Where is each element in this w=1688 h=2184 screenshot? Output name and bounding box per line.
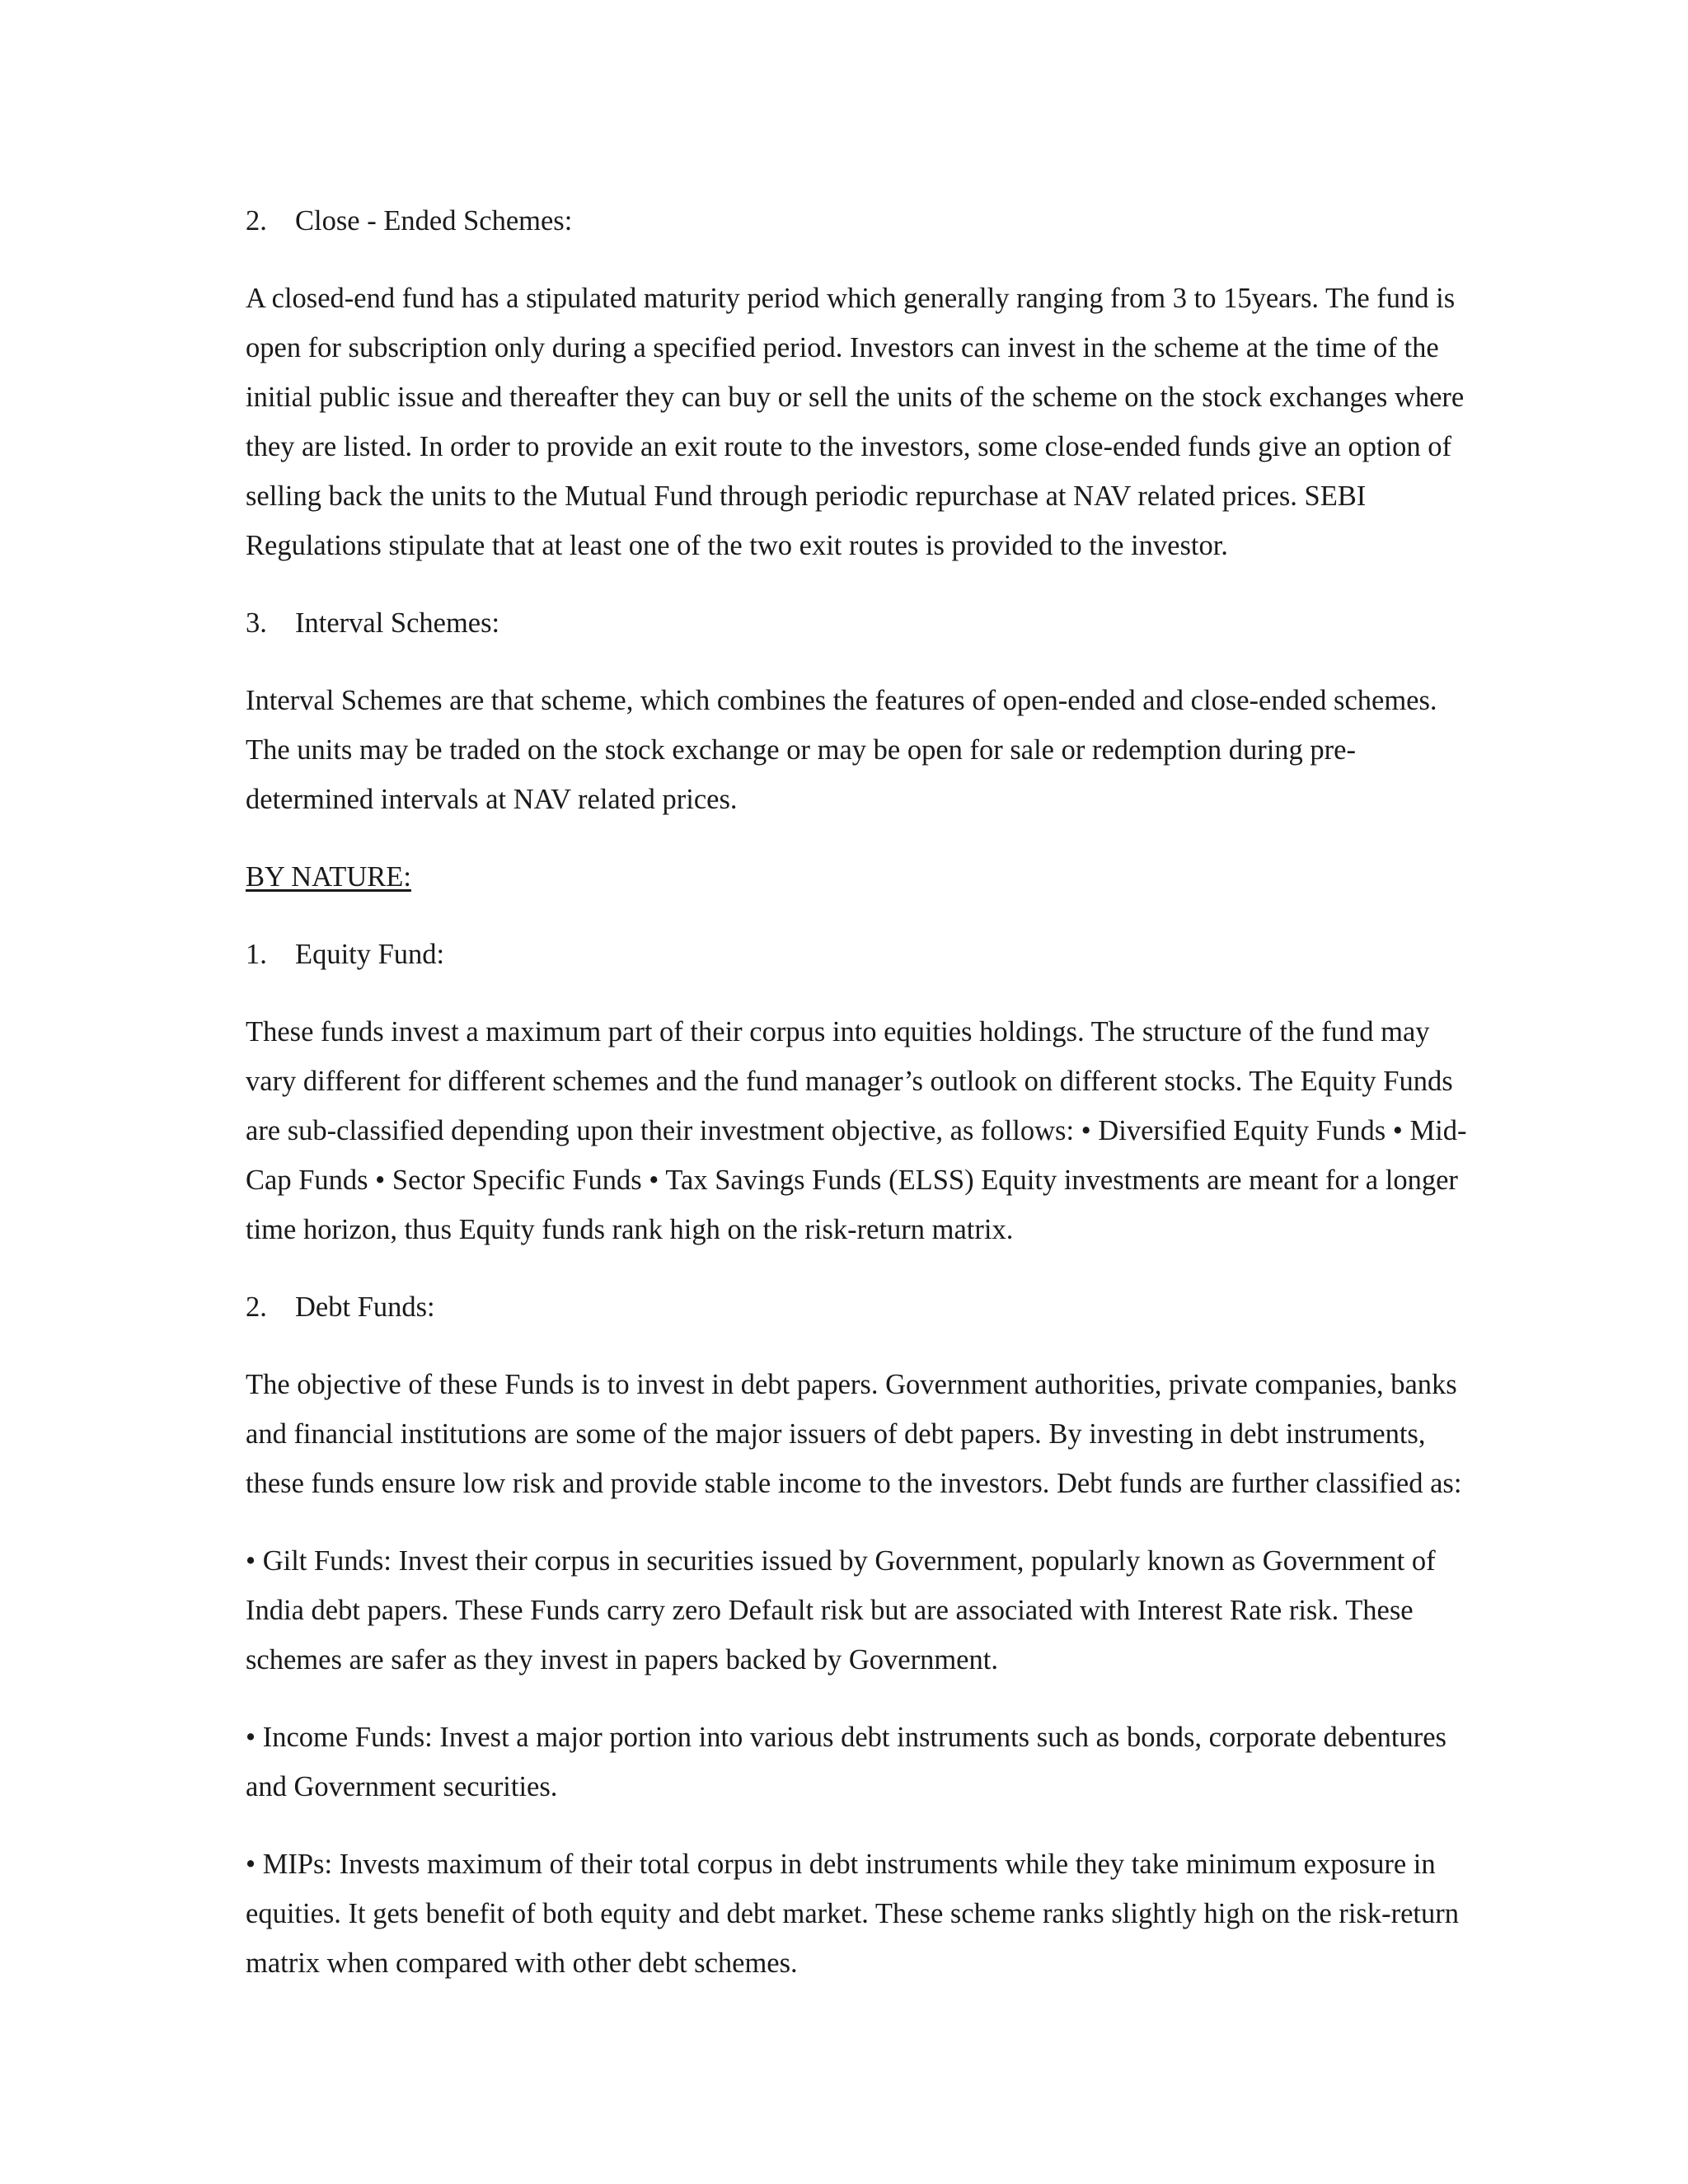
- mips-paragraph: • MIPs: Invests maximum of their total corpus in debt instruments while they take minimum exposure in equities. It gets benefit of both equity and debt market. These scheme ranks slightly high on the risk-return matrix when compared with other debt schemes.: [246, 1849, 1459, 1979]
- close-ended-heading: [246, 196, 1474, 246]
- document-content: [246, 196, 1474, 2016]
- interval-number: 3.: [246, 607, 267, 639]
- interval-title: Interval Schemes:: [295, 607, 500, 639]
- debt-title: Debt Funds:: [295, 1291, 435, 1323]
- close-ended-number: 2.: [246, 205, 267, 237]
- interval-heading: [246, 598, 1474, 648]
- equity-paragraph: These funds invest a maximum part of their corpus into equities holdings. The structure of the fund may vary different for different schemes and the fund manager’s outlook on different stocks. The Equity Funds are sub-classified depending upon their investment objective, as follows: • Diversified Equity Funds • Mid-Cap Funds • Sector Specific Funds • Tax Savings Funds (ELSS) Equity investments are meant for a longer time horizon, thus Equity funds rank high on the risk-return matrix.: [246, 1016, 1467, 1245]
- debt-number: 2.: [246, 1291, 267, 1323]
- close-ended-paragraph: A closed-end fund has a stipulated maturity period which generally ranging from 3 to 15years. The fund is open for subscription only during a specified period. Investors can invest in the scheme at the time of the initial public issue and thereafter they can buy or sell the units of the scheme on the stock exchanges where they are listed. In order to provide an exit route to the investors, some close-ended funds give an option of selling back the units to the Mutual Fund through periodic repurchase at NAV related prices. SEBI Regulations stipulate that at least one of the two exit routes is provided to the investor.: [246, 283, 1465, 561]
- equity-number: 1.: [246, 939, 267, 970]
- debt-heading: [246, 1282, 1474, 1332]
- income-funds-paragraph: • Income Funds: Invest a major portion into various debt instruments such as bonds, corporate debentures and Government securities.: [246, 1722, 1447, 1802]
- debt-paragraph: The objective of these Funds is to invest in debt papers. Government authorities, private companies, banks and financial institutions are some of the major issuers of debt papers. By investing in debt instruments, these funds ensure low risk and provide stable income to the investors. Debt funds are further classified as:: [246, 1369, 1462, 1499]
- interval-paragraph: Interval Schemes are that scheme, which combines the features of open-ended and close-ended schemes. The units may be traded on the stock exchange or may be open for sale or redemption during pre-determined intervals at NAV related prices.: [246, 685, 1437, 815]
- equity-title: Equity Fund:: [295, 939, 445, 970]
- by-nature-heading: BY NATURE:: [246, 861, 411, 893]
- close-ended-title: Close - Ended Schemes:: [295, 205, 573, 237]
- equity-heading: [246, 930, 1474, 979]
- gilt-funds-paragraph: • Gilt Funds: Invest their corpus in securities issued by Government, popularly known as Government of India debt papers. These Funds carry zero Default risk but are associated with Interest Rate risk. These schemes are safer as they invest in papers backed by Government.: [246, 1545, 1436, 1675]
